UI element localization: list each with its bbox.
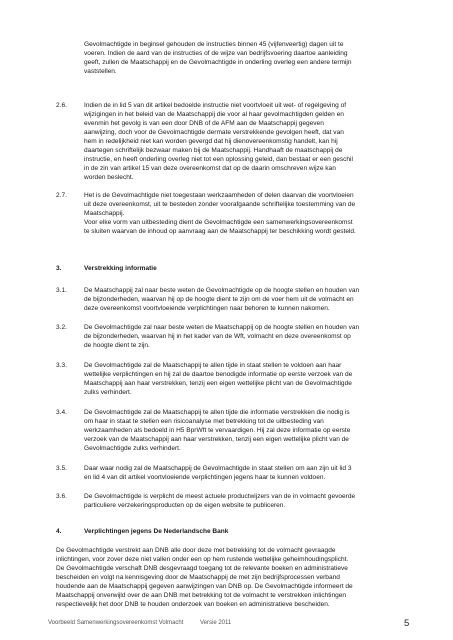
clause-3-3: De Gevolmachtigde zal de Maatschappij te allen tijde in staat stellen te voldoen aan haar wettelijke verplichtingen en hij zal de daartoe benodigde informatie op eerste verzoek van de Maatschappij aan haar verstrekken, tenzij een eigen wettelijke plicht van de Gevolmachtigde zulks verhindert. [84,362,353,396]
clause-number-3-6: 3.6. [56,493,67,500]
clause-number-3-3: 3.3. [56,362,67,369]
section-heading-4: Verplichtingen jegens De Nederlandsche Bank [84,528,229,535]
page-footer [48,618,428,629]
section-4-paragraph: De Gevolmachtigde verstrekt aan DNB alle door deze met betrekking tot de volmacht gevraagde inlichtingen, voor zover deze niet vallen onder een op hem rustende wettelijke geheimhoudingsplicht. De Gevolmachtigde verschaft DNB desgevraagd toegang tot de relevante boeken en administratieve bescheiden en volgt na kennisgeving door de Maatschappij de met zijn bedrijfsprocessen verband houdende aan de Maatschappij gegeven aanwijzingen van DNB op. De Gevolmachtigde informeert de Maatschappij onverwijld over de aan DNB met betrekking tot de volmacht te verstrekken inlichtingen respectievelijk het door DNB te houden onderzoek van boeken en administratieve bescheiden. [56,547,353,608]
section-number-4: 4. [56,528,62,535]
clause-number-3-2: 3.2. [56,324,67,331]
clause-3-5: Daar waar nodig zal de Maatschappij de Gevolmachtigde in staat stellen om aan zijn uit lid 3 en lid 4 van dit artikel voortvloeiende verplichtingen jegens haar te kunnen voldoen. [84,465,352,481]
section-number-3: 3. [56,265,62,272]
footer-version: Versie 2011 [200,620,232,626]
clause-3-4: De Gevolmachtigde zal de Maatschappij te allen tijde die informatie verstrekken die nodig is om haar in staat te stellen een risicoanalyse met betrekking tot de uitbesteding van werkzaamheden als bedoeld in H5 BprWft te vervaardigen. Hij zal deze informatie op eerste verzoek van de Maatschappij aan haar verstrekken, tenzij een eigen wettelijke plicht van de Gevolmachtigde zulks verhindert. [84,409,351,452]
clause-number-3-1: 3.1. [56,287,67,294]
clause-number-2-6: 2.6. [56,102,67,109]
clause-number-2-7: 2.7. [56,192,67,199]
clause-2-7: Het is de Gevolmachtigde niet toegestaan werkzaamheden of delen daarvan die voortvloeien uit deze overeenkomst, uit te besteden zonder voorafgaande schriftelijke toestemming van de Maatschappij. Voor elke vorm van uitbesteding dient de Gevolmachtigde een samenwerkingsovereenkomst te sluiten waarvan de inhoud op aanvraag aan de Maatschappij ter beschikking wordt gesteld. [84,192,356,235]
clause-3-2: De Gevolmachtigde zal naar beste weten de Maatschappij op de hoogte stellen en houden van de bijzonderheden, waarvan hij in het kader van de Wft, volmacht en deze overeenkomst op de hoogte dient te zijn. [84,324,360,349]
paragraph-continuation: Gevolmachtigde in beginsel gehouden de instructies binnen 45 (vijfenveertig) dagen uit te voeren. Indien de aard van de instructies of de wijze van bedrijfsvoering daartoe aanleiding geeft, zullen de Maatschappij en de Gevolmachtigde in onderling overleg een andere termijn vaststellen. [84,41,352,75]
clause-3-1: De Maatschappij zal naar beste weten de Gevolmachtigde op de hoogte stellen en houden van de bijzonderheden, waarvan hij op de hoogte dient te zijn om de voer hem uit de volmacht en deze overeenkomst voortvloeiende verplichtingen naar behoren te kunnen nakomen. [84,287,360,312]
clause-3-6: De Gevolmachtigde is verplicht de meest actuele productwijzers van de in volmacht gevoerde particuliere verzekeringsproducten op de eigen website te publiceren. [84,493,356,509]
clause-number-3-5: 3.5. [56,465,67,472]
section-heading-3: Verstrekking informatie [84,265,157,272]
page-number: 5 [404,618,410,629]
clause-number-3-4: 3.4. [56,409,67,416]
footer-document-title: Voorbeeld Samenwerkingsovereenkomst Volmacht [48,620,184,626]
clause-2-6: Indien de in lid 5 van dit artikel bedoelde instructie niet voortvloeit uit wet- of regelgeving of wijzigingen in het beleid van de Maatschappij die voor al haar gevolmachtigden gelden en evenmin het gevolg is van een door DNB of de AFM aan de Maatschappij gegeven aanwijzing, doch voor de Gevolmachtigde dermate verstrekkende gevolgen heeft, dat van hem in redelijkheid niet kan worden gevergd dat hij dienovereenkomstig handelt, kan hij daartegen schriftelijk bezwaar maken bij de Maatschappij. Handhaaft de maatschappij de instructie, en heeft onderling overleg niet tot een oplossing geleid, dan bestaat er een geschil in de zin van artikel 15 van deze overeenkomst dat op de daarin omschreven wijze kan worden beslecht. [84,102,353,181]
